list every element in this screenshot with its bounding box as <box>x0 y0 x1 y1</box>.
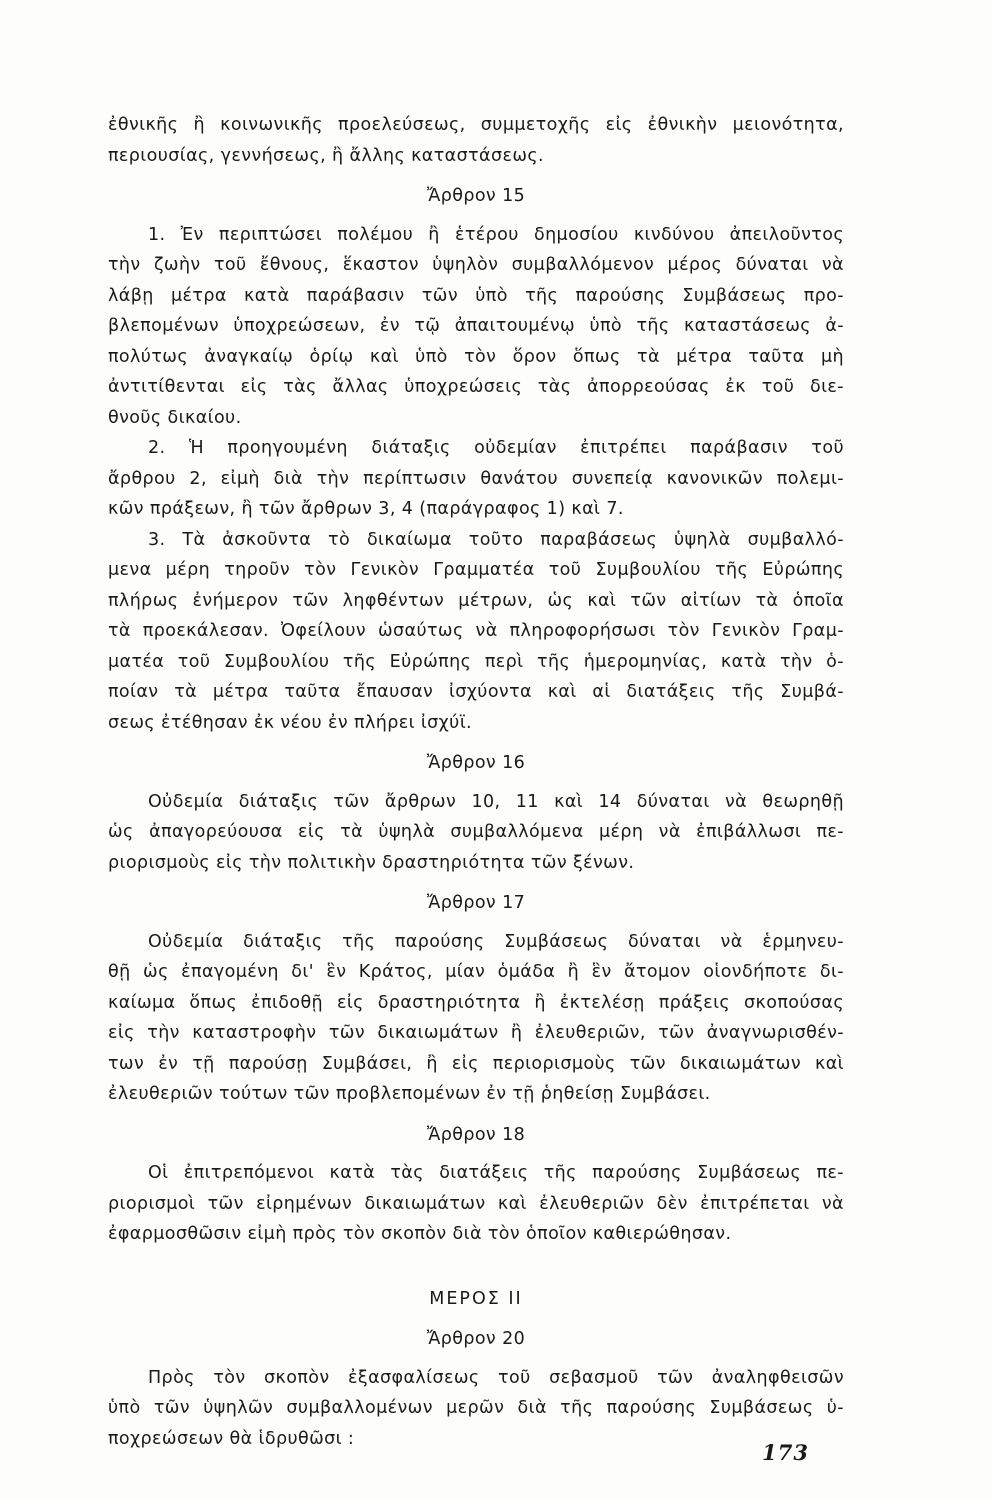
article-15-paragraph-1-line: τὴν ζωὴν τοῦ ἔθνους, ἕκαστον ὑψηλὸν συμβαλλόμενον μέρος δύναται νὰ <box>108 255 844 275</box>
article-18-title: Ἄρθρον 18 <box>426 1124 526 1145</box>
article-16-paragraph-line: ριορισμοὺς εἰς τὴν πολιτικὴν δραστηριότητα τῶν ξένων. <box>108 852 635 873</box>
article-15-paragraph-3-line: 3. Τὰ ἀσκοῦντα τὸ δικαίωμα τοῦτο παραβάσεως ὑψηλὰ συμβαλλό- <box>148 529 844 550</box>
article-18-paragraph-line: ριορισμοὶ τῶν εἰρημένων δικαιωμάτων καὶ ἐλευθεριῶν δὲν ἐπιτρέπεται νὰ <box>108 1193 844 1214</box>
article-15-paragraph-3-line: ποίαν τὰ μέτρα ταῦτα ἔπαυσαν ἰσχύοντα καὶ αἱ διατάξεις τῆς Συμβά- <box>108 682 844 702</box>
article-15-paragraph-1-line: 1. Ἐν περιπτώσει πολέμου ἢ ἑτέρου δημοσίου κινδύνου ἀπειλοῦντος <box>148 224 844 245</box>
article-15-paragraph-2-line: ἄρθρου 2, εἰμὴ διὰ τὴν περίπτωσιν θανάτου συνεπείᾳ κανονικῶν πολεμι- <box>108 468 844 489</box>
article-15-title: Ἄρθρον 15 <box>426 186 526 206</box>
intro-line: ἐθνικῆς ἢ κοινωνικῆς προελεύσεως, συμμετοχῆς εἰς ἐθνικὴν μειονότητα, <box>108 115 844 135</box>
article-15-paragraph-1-line: βλεπομένων ὑποχρεώσεων, ἐν τῷ ἀπαιτουμένῳ ὑπὸ τῆς καταστάσεως ἀ- <box>108 316 844 336</box>
article-15-paragraph-3-line: σεως ἐτέθησαν ἐκ νέου ἐν πλήρει ἰσχύϊ. <box>108 712 472 733</box>
article-20-paragraph-line: ὑπὸ τῶν ὑψηλῶν συμβαλλομένων μερῶν διὰ τῆς παρούσης Συμβάσεως ὑ- <box>108 1398 844 1418</box>
article-15-paragraph-3-line: πλήρως ἐνήμερον τῶν ληφθέντων μέτρων, ὡς καὶ τῶν αἰτίων τὰ ὁποῖα <box>108 590 844 611</box>
intro-line: περιουσίας, γεννήσεως, ἢ ἄλλης καταστάσεως. <box>108 145 545 166</box>
article-17-paragraph-line: Οὐδεμία διάταξις τῆς παρούσης Συμβάσεως δύναται νὰ ἑρμηνευ- <box>148 931 844 952</box>
article-18-paragraph-line: Οἱ ἐπιτρεπόμενοι κατὰ τὰς διατάξεις τῆς παρούσης Συμβάσεως πε- <box>148 1163 844 1183</box>
article-17-paragraph-line: ἐλευθεριῶν τούτων τῶν προβλεπομένων ἐν τῇ ῥηθείσῃ Συμβάσει. <box>108 1084 711 1104</box>
article-15-paragraph-1-line: λάβῃ μέτρα κατὰ παράβασιν τῶν ὑπὸ τῆς παρούσης Συμβάσεως προ- <box>108 285 844 306</box>
article-15-paragraph-3-line: τὰ προεκάλεσαν. Ὀφείλουν ὡσαύτως νὰ πληροφορήσωσι τὸν Γενικὸν Γραμ- <box>108 621 844 641</box>
body-text <box>108 110 844 1454</box>
article-20-paragraph-line: ποχρεώσεων θὰ ἱδρυθῶσι : <box>108 1428 355 1449</box>
article-18-paragraph-line: ἐφαρμοσθῶσιν εἰμὴ πρὸς τὸν σκοπὸν διὰ τὸν ὁποῖον καθιερώθησαν. <box>108 1224 732 1244</box>
article-15-paragraph-1-line: θνοῦς δικαίου. <box>108 407 242 428</box>
article-17-paragraph-line: εἰς τὴν καταστροφὴν τῶν δικαιωμάτων ἢ ἐλευθεριῶν, τῶν ἀναγνωρισθέν- <box>108 1023 844 1043</box>
article-16-title: Ἄρθρον 16 <box>426 753 526 773</box>
article-15-paragraph-3-line: ματέα τοῦ Συμβουλίου τῆς Εὐρώπης περὶ τῆς ἡμερομηνίας, κατὰ τὴν ὁ- <box>108 651 844 672</box>
page-number: 173 <box>762 1440 809 1465</box>
article-15-paragraph-1-line: ἀντιτίθενται εἰς τὰς ἄλλας ὑποχρεώσεις τὰς ἀπορρεούσας ἐκ τοῦ διε- <box>108 377 844 397</box>
article-16-paragraph-line: ὡς ἀπαγορεύουσα εἰς τὰ ὑψηλὰ συμβαλλόμενα μέρη νὰ ἐπιβάλλωσι πε- <box>108 822 844 842</box>
part-2-title: ΜΕΡΟΣ ΙΙ <box>429 1288 523 1309</box>
article-20-paragraph-line: Πρὸς τὸν σκοπὸν ἐξασφαλίσεως τοῦ σεβασμοῦ τῶν ἀναληφθεισῶν <box>148 1367 844 1388</box>
article-16-paragraph-line: Οὐδεμία διάταξις τῶν ἄρθρων 10, 11 καὶ 14 δύναται νὰ θεωρηθῇ <box>148 791 844 812</box>
article-17-paragraph-line: καίωμα ὅπως ἐπιδοθῇ εἰς δραστηριότητα ἢ ἐκτελέσῃ πράξεις σκοπούσας <box>108 992 844 1013</box>
article-15-paragraph-1-line: πολύτως ἀναγκαίῳ ὁρίῳ καὶ ὑπὸ τὸν ὅρον ὅπως τὰ μέτρα ταῦτα μὴ <box>108 346 844 367</box>
article-17-title: Ἄρθρον 17 <box>426 893 526 913</box>
article-17-paragraph-line: θῇ ὡς ἐπαγομένη δι' ἓν Κράτος, μίαν ὁμάδα ἢ ἓν ἄτομον οἱονδήποτε δι- <box>108 962 844 982</box>
article-15-paragraph-3-line: μενα μέρη τηροῦν τὸν Γενικὸν Γραμματέα τοῦ Συμβουλίου τῆς Εὐρώπης <box>108 560 844 580</box>
article-15-paragraph-2-line: κῶν πράξεων, ἢ τῶν ἄρθρων 3, 4 (παράγραφος 1) καὶ 7. <box>108 499 624 519</box>
article-17-paragraph-line: των ἐν τῇ παρούσῃ Συμβάσει, ἢ εἰς περιορισμοὺς τῶν δικαιωμάτων καὶ <box>108 1053 844 1074</box>
article-20-title: Ἄρθρον 20 <box>426 1329 526 1349</box>
article-15-paragraph-2-line: 2. Ἡ προηγουμένη διάταξις οὐδεμίαν ἐπιτρέπει παράβασιν τοῦ <box>148 438 844 458</box>
